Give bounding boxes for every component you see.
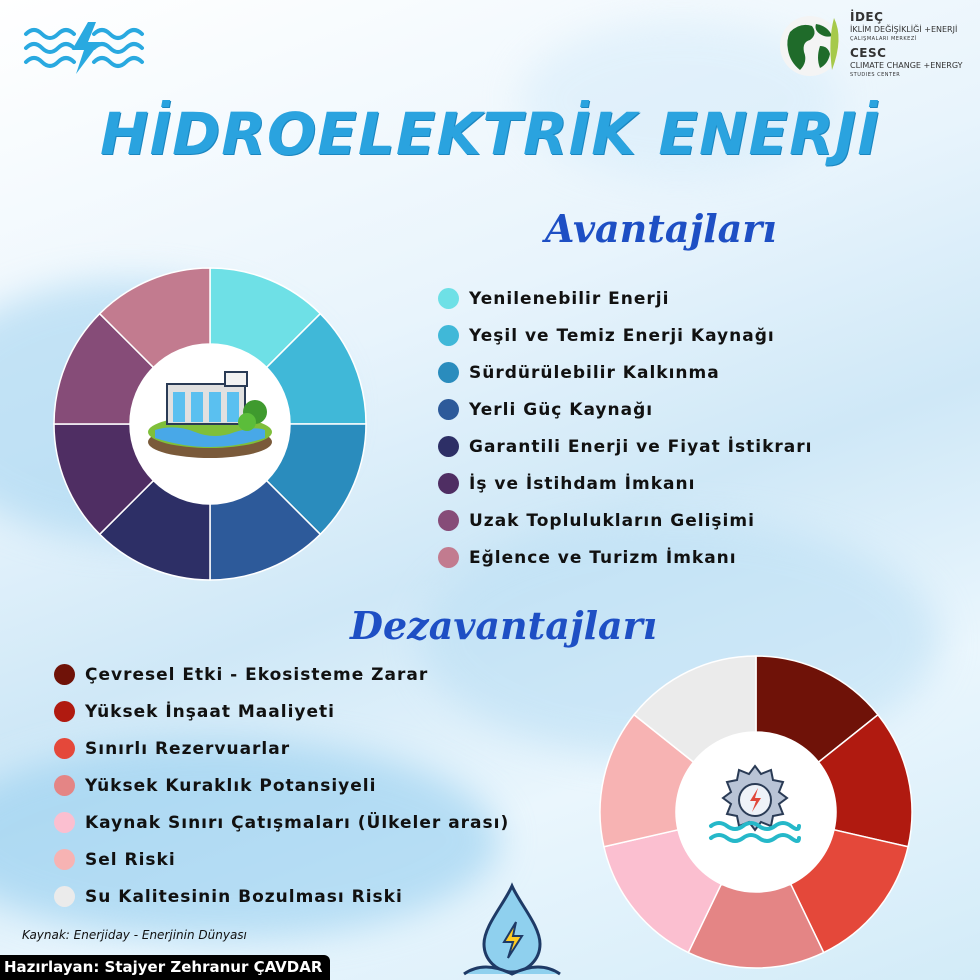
legend-label: Kaynak Sınırı Çatışmaları (Ülkeler arası) <box>85 812 510 833</box>
disadvantages-title: Dezavantajları <box>350 603 658 648</box>
turbine-icon <box>705 760 805 850</box>
legend-label: Yüksek Kuraklık Potansiyeli <box>85 775 377 796</box>
legend-dot <box>54 701 75 722</box>
dam-icon <box>145 370 275 465</box>
source-note: Kaynak: Enerjiday - Enerjinin Dünyası <box>22 928 247 942</box>
legend-label: Uzak Toplulukların Gelişimi <box>469 510 755 531</box>
advantages-legend <box>438 280 812 576</box>
legend-item <box>54 767 509 804</box>
legend-label: Yeşil ve Temiz Enerji Kaynağı <box>469 325 775 346</box>
legend-dot <box>438 288 459 309</box>
legend-item <box>54 730 509 767</box>
org-line-4: STUDIES CENTER <box>850 72 901 78</box>
legend-dot <box>438 473 459 494</box>
legend-item <box>438 354 812 391</box>
legend-dot <box>54 886 75 907</box>
legend-item <box>438 502 812 539</box>
legend-item <box>438 317 812 354</box>
legend-label: Çevresel Etki - Ekosisteme Zarar <box>85 664 429 685</box>
legend-label: Yerli Güç Kaynağı <box>469 399 654 420</box>
legend-item <box>438 428 812 465</box>
globe-logo-icon <box>776 10 846 80</box>
legend-label: Sürdürülebilir Kalkınma <box>469 362 720 383</box>
org-line-2: ÇALIŞMALARI MERKEZİ <box>850 36 917 42</box>
page-title: HİDROELEKTRİK ENERJİ <box>100 100 880 168</box>
legend-dot <box>438 436 459 457</box>
legend-dot <box>438 362 459 383</box>
org-line-3: CLIMATE CHANGE +ENERGY <box>850 61 963 70</box>
author-badge: Hazırlayan: Stajyer Zehranur ÇAVDAR <box>0 955 330 980</box>
org-name-tr: İDEÇ <box>850 10 884 24</box>
legend-item <box>54 693 509 730</box>
legend-dot <box>438 325 459 346</box>
legend-dot <box>54 849 75 870</box>
disadvantages-legend <box>54 656 509 915</box>
legend-dot <box>438 510 459 531</box>
legend-label: Su Kalitesinin Bozulması Riski <box>85 886 403 907</box>
legend-dot <box>54 775 75 796</box>
advantages-title: Avantajları <box>545 206 777 251</box>
water-drop-icon <box>462 882 562 980</box>
legend-label: Yenilenebilir Enerji <box>469 288 670 309</box>
legend-item <box>438 539 812 576</box>
legend-dot <box>54 664 75 685</box>
legend-label: Garantili Enerji ve Fiyat İstikrarı <box>469 436 813 457</box>
org-line-1: İKLİM DEĞİŞİKLİĞİ +ENERJİ <box>850 25 958 34</box>
hydro-logo-icon <box>22 20 147 75</box>
org-name-en: CESC <box>850 46 887 60</box>
legend-item <box>438 465 812 502</box>
legend-item <box>54 804 509 841</box>
legend-label: İş ve İstihdam İmkanı <box>469 473 696 494</box>
legend-item <box>438 280 812 317</box>
legend-item <box>438 391 812 428</box>
legend-dot <box>438 547 459 568</box>
legend-label: Sel Riski <box>85 849 176 870</box>
legend-item <box>54 841 509 878</box>
legend-label: Sınırlı Rezervuarlar <box>85 738 291 759</box>
legend-item <box>54 656 509 693</box>
legend-label: Eğlence ve Turizm İmkanı <box>469 547 737 568</box>
legend-dot <box>54 738 75 759</box>
legend-label: Yüksek İnşaat Maaliyeti <box>85 701 335 722</box>
legend-dot <box>438 399 459 420</box>
legend-item <box>54 878 509 915</box>
legend-dot <box>54 812 75 833</box>
